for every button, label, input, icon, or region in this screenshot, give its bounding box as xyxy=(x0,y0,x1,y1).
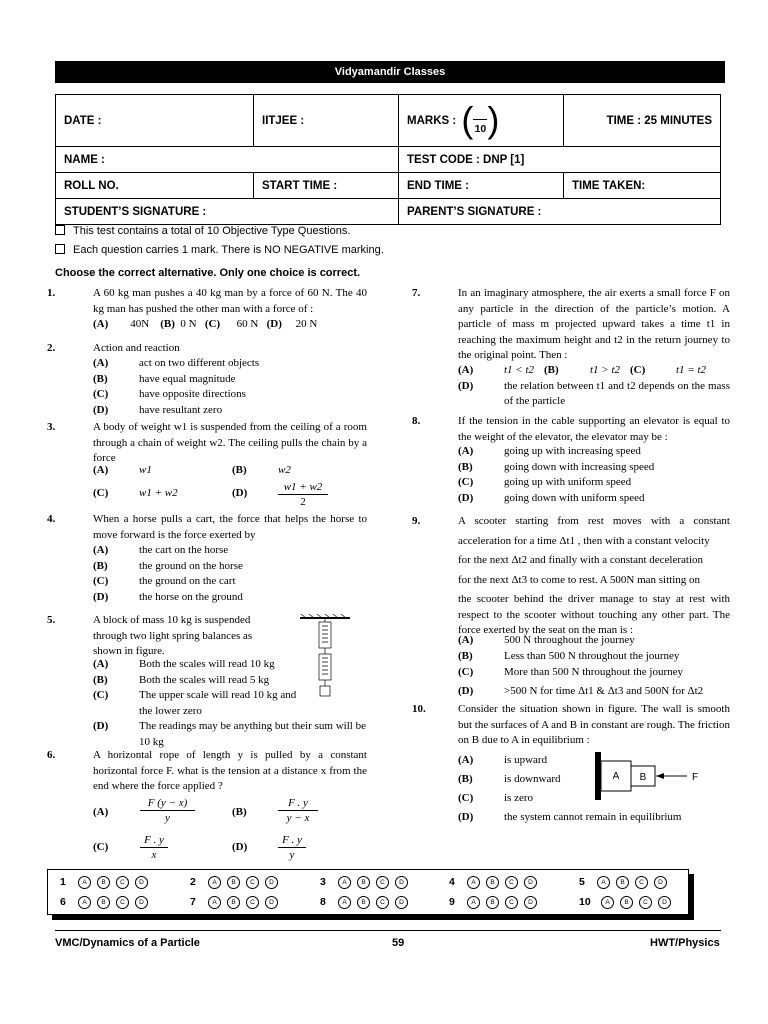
option-label: (C) xyxy=(93,487,109,499)
wall xyxy=(595,752,601,800)
q6-option-b xyxy=(232,805,247,821)
answer-bubble[interactable]: A xyxy=(208,896,221,909)
marks-fraction: ( 10 ) xyxy=(461,98,500,140)
option-label: (C) xyxy=(458,476,474,488)
option-text: the ground on the cart xyxy=(139,575,236,587)
choose-instruction: Choose the correct alternative. Only one choice is correct. xyxy=(55,267,361,279)
answer-number: 7 xyxy=(190,896,196,908)
answer-item xyxy=(190,872,284,892)
answer-bubble[interactable]: A xyxy=(467,876,480,889)
option-text: act on two different objects xyxy=(139,357,260,369)
marks-total: 10 xyxy=(474,122,487,135)
option-label: (D) xyxy=(458,685,474,697)
option-text: 60 N xyxy=(236,318,259,330)
q3-option-d-fraction xyxy=(278,480,328,509)
question-text: A horizontal rope of length y is pulled by a constant horizontal force F. what is the tension at a distance x from the end where the force applied ? xyxy=(93,749,367,792)
option-text: 0 N xyxy=(180,318,197,330)
answer-bubble[interactable]: A xyxy=(78,896,91,909)
option-label: (D) xyxy=(458,811,474,823)
option-label: (A) xyxy=(458,364,474,376)
test-code-cell: TEST CODE : DNP [1] xyxy=(399,147,721,173)
q7-options xyxy=(458,363,733,410)
date-cell: DATE : xyxy=(56,95,254,147)
option-text: the relation between t1 and t2 depends on the mass of the particle xyxy=(504,379,730,407)
question-text: Action and reaction xyxy=(93,342,180,354)
option-label: (A) xyxy=(458,754,474,766)
parent-signature-cell: PARENT’S SIGNATURE : xyxy=(399,199,721,225)
option-text: the cart on the horse xyxy=(139,544,229,556)
fraction-denominator: x xyxy=(151,849,157,861)
option-label: (D) xyxy=(93,403,109,416)
time-taken-cell: TIME TAKEN: xyxy=(564,173,721,199)
answer-bubble[interactable]: A xyxy=(338,896,351,909)
option-text: going down with uniform speed xyxy=(504,491,645,504)
answer-bubble[interactable]: A xyxy=(597,876,610,889)
option-text: >500 N for time Δt1 & Δt3 and 500N for Δt2 xyxy=(504,685,704,697)
option-label: (D) xyxy=(458,379,474,392)
option-label: (A) xyxy=(93,658,109,670)
answer-number: 3 xyxy=(320,876,326,888)
answer-bubble[interactable]: D xyxy=(265,896,278,909)
option-label: (B) xyxy=(232,464,247,476)
option-label: (A) xyxy=(93,806,109,818)
answer-number: 10 xyxy=(579,896,591,908)
page-number: 59 xyxy=(392,937,405,949)
start-time-cell: START TIME : xyxy=(254,173,399,199)
answer-item xyxy=(449,872,543,892)
option-text: Both the scales will read 5 kg xyxy=(139,673,270,686)
name-cell: NAME : xyxy=(56,147,399,173)
q9-options xyxy=(458,632,703,699)
option-label: (B) xyxy=(458,650,473,662)
option-label: (B) xyxy=(93,673,108,686)
option-label: (B) xyxy=(458,773,473,785)
instruction-2-text: Each question carries 1 mark. There is NO NEGATIVE marking. xyxy=(73,244,384,256)
option-label: (C) xyxy=(93,841,109,853)
option-label: (B) xyxy=(458,460,473,473)
option-text: going up with uniform speed xyxy=(504,476,632,488)
end-time-cell: END TIME : xyxy=(399,173,564,199)
option-label: (C) xyxy=(458,666,474,678)
fraction-denominator: y xyxy=(289,849,295,861)
question-number: 1. xyxy=(47,287,56,299)
option-label: (D) xyxy=(458,491,474,504)
option-label: (C) xyxy=(204,318,221,330)
answer-bubble[interactable]: B xyxy=(616,876,629,889)
q6-option-b-fraction xyxy=(278,796,318,825)
option-label: (A) xyxy=(93,357,109,369)
answer-item xyxy=(320,872,414,892)
footer-rule xyxy=(55,930,721,931)
answer-bubble[interactable]: C xyxy=(505,896,518,909)
answer-bubble[interactable]: C xyxy=(635,876,648,889)
fraction-denominator: y − x xyxy=(286,812,310,824)
answer-number: 4 xyxy=(449,876,455,888)
option-text: t1 = t2 xyxy=(676,364,707,376)
option-label: (A) xyxy=(458,634,474,646)
answer-number: 5 xyxy=(579,876,585,888)
answer-number: 1 xyxy=(60,876,66,888)
answer-bubble[interactable]: D xyxy=(395,876,408,889)
question-text: If the tension in the cable supporting an elevator is equal to the weight of the elevator, the elevator may be : xyxy=(458,415,730,443)
answer-bubble[interactable]: B xyxy=(227,876,240,889)
option-text: Both the scales will read 10 kg xyxy=(139,658,275,670)
option-label: (D) xyxy=(93,720,109,732)
footer-left: VMC/Dynamics of a Particle xyxy=(55,937,200,949)
footer-right: HWT/Physics xyxy=(650,937,720,949)
time-cell: TIME : 25 MINUTES xyxy=(564,95,721,147)
answer-bubble[interactable]: D xyxy=(524,896,537,909)
option-label: (D) xyxy=(232,841,248,853)
checkbox-icon xyxy=(55,244,65,254)
option-text: is downward xyxy=(504,773,561,785)
q1-options xyxy=(93,317,373,333)
answer-bubble[interactable]: C xyxy=(505,876,518,889)
answer-bubble[interactable]: C xyxy=(116,896,129,909)
option-text: w1 + w2 xyxy=(139,487,178,499)
fraction-denominator: 2 xyxy=(300,496,306,508)
answer-bubble[interactable]: C xyxy=(116,876,129,889)
q2-options xyxy=(93,356,259,418)
fraction-numerator: F . y xyxy=(282,834,302,846)
answer-bubble[interactable]: B xyxy=(486,876,499,889)
marks-label: MARKS : xyxy=(407,114,457,127)
option-label: (D) xyxy=(266,318,282,330)
student-signature-cell: STUDENT’S SIGNATURE : xyxy=(56,199,399,225)
option-label: (C) xyxy=(93,689,109,701)
option-label: (C) xyxy=(93,575,109,587)
q6-option-d xyxy=(232,840,247,856)
answer-item xyxy=(579,872,673,892)
answer-bubble[interactable]: A xyxy=(78,876,91,889)
block-a-label: A xyxy=(612,771,620,782)
option-text: 40N xyxy=(130,318,150,330)
answer-row-2 xyxy=(48,892,688,912)
answer-bubble[interactable]: B xyxy=(97,876,110,889)
answer-number: 2 xyxy=(190,876,196,888)
answer-bubble[interactable]: C xyxy=(246,876,259,889)
answer-item xyxy=(449,892,543,912)
answer-item xyxy=(60,872,154,892)
option-label: (B) xyxy=(160,318,175,330)
option-label: (D) xyxy=(232,487,248,499)
option-label: (B) xyxy=(232,806,247,818)
answer-bubble[interactable]: C xyxy=(376,896,389,909)
answer-item xyxy=(579,892,677,912)
answer-bubble[interactable]: B xyxy=(97,896,110,909)
option-label: (D) xyxy=(93,590,109,603)
option-text: t1 < t2 xyxy=(504,364,535,376)
option-text: The readings may be anything but their sum will be 10 kg xyxy=(139,720,366,748)
option-text: the system cannot remain in equilibrium xyxy=(504,811,682,823)
q6-option-a xyxy=(93,805,108,821)
option-text: 500 N throughout the journey xyxy=(504,634,635,646)
option-label: (B) xyxy=(93,559,108,572)
checkbox-icon xyxy=(55,225,65,235)
question-number: 7. xyxy=(412,287,421,299)
question-text: A 60 kg man pushes a 40 kg man by a force of 60 N. The 40 kg man has pushed the other man with a force of : xyxy=(93,287,367,315)
answer-bubble[interactable]: B xyxy=(227,896,240,909)
q4-options xyxy=(93,543,243,605)
option-text: going up with increasing speed xyxy=(504,445,641,457)
option-label: (A) xyxy=(458,445,474,457)
option-label: (C) xyxy=(93,388,109,400)
answer-bubble[interactable]: D xyxy=(395,896,408,909)
answer-item xyxy=(320,892,414,912)
option-text: 20 N xyxy=(295,318,318,330)
question-number: 6. xyxy=(47,749,56,761)
answer-bubble[interactable]: C xyxy=(376,876,389,889)
question-number: 8. xyxy=(412,415,421,427)
answer-number: 6 xyxy=(60,896,66,908)
option-text: have opposite directions xyxy=(139,388,246,400)
answer-number: 9 xyxy=(449,896,455,908)
fraction-numerator: F (y − x) xyxy=(147,797,188,809)
answer-bubble[interactable]: C xyxy=(639,896,652,909)
force-label: F xyxy=(692,772,699,783)
option-text: the ground on the horse xyxy=(139,559,243,572)
fraction-numerator: F . y xyxy=(288,797,308,809)
q3-option-a xyxy=(93,463,152,479)
option-text: is zero xyxy=(504,792,534,804)
option-label: (C) xyxy=(630,364,646,376)
answer-bubble[interactable]: D xyxy=(135,876,148,889)
info-table xyxy=(55,94,721,225)
question-text: A block of mass 10 kg is suspended through two light spring balances as shown in figure. xyxy=(93,614,253,657)
question-number: 5. xyxy=(47,614,56,626)
wall-blocks-figure xyxy=(595,750,705,802)
answer-grid xyxy=(47,869,689,915)
answer-bubble[interactable]: A xyxy=(601,896,614,909)
option-text: w1 xyxy=(139,464,152,476)
q3-option-d xyxy=(232,486,278,502)
q6-option-c-fraction xyxy=(140,833,168,862)
header-banner: Vidyamandir Classes xyxy=(55,61,725,83)
answer-bubble[interactable]: B xyxy=(357,876,370,889)
question-text: A scooter starting from rest moves with a constant acceleration for a time Δt1 , then with a constant velocity xyxy=(458,515,730,547)
question-number: 9. xyxy=(412,515,421,527)
question-text: Consider the situation shown in figure. The wall is smooth but the surfaces of A and B in constant are rough. The friction on B due to A in equilibrium : xyxy=(458,703,730,746)
answer-bubble[interactable]: A xyxy=(208,876,221,889)
answer-bubble[interactable]: B xyxy=(486,896,499,909)
answer-item xyxy=(60,892,154,912)
option-text: the horse on the ground xyxy=(139,590,243,603)
q3-option-b xyxy=(232,463,291,479)
q6-option-a-fraction xyxy=(140,796,195,825)
instruction-1 xyxy=(55,225,350,237)
question-text: A body of weight w1 is suspended from the ceiling of a room through a chain of weight w2. The ceiling pulls the chain by a force xyxy=(93,421,367,464)
option-label: (B) xyxy=(544,364,559,376)
answer-bubble[interactable]: B xyxy=(357,896,370,909)
answer-bubble[interactable]: D xyxy=(265,876,278,889)
option-text: going down with increasing speed xyxy=(504,460,655,473)
answer-bubble[interactable]: D xyxy=(135,896,148,909)
answer-bubble[interactable]: A xyxy=(338,876,351,889)
option-text: is upward xyxy=(504,754,548,766)
answer-bubble[interactable]: D xyxy=(658,896,671,909)
block-b-label: B xyxy=(639,772,647,783)
option-label: (C) xyxy=(458,792,474,804)
q6-option-d-fraction xyxy=(278,833,306,862)
option-text: Less than 500 N throughout the journey xyxy=(504,650,680,662)
question-number: 3. xyxy=(47,421,56,433)
question-number: 2. xyxy=(47,342,56,354)
answer-bubble[interactable]: D xyxy=(524,876,537,889)
option-text: w2 xyxy=(278,464,291,476)
option-text: have equal magnitude xyxy=(139,372,236,385)
iitjee-cell: IITJEE : xyxy=(254,95,399,147)
option-text: have resultant zero xyxy=(139,403,223,416)
question-text: In an imaginary atmosphere, the air exerts a small force F on any particle in the direction of the particle’s motion. A particle of mass m projected upward takes a time t1 in reaching the maximum height and t2 in the return journey to the original point. Then : xyxy=(458,287,730,361)
option-label: (A) xyxy=(93,544,109,556)
instruction-1-text: This test contains a total of 10 Objective Type Questions. xyxy=(73,225,351,237)
question-number: 10. xyxy=(412,703,426,715)
answer-bubble[interactable]: A xyxy=(467,896,480,909)
option-label: (A) xyxy=(93,318,109,330)
question-text: When a horse pulls a cart, the force that helps the horse to move forward is the force exerted by xyxy=(93,513,367,541)
question-text: the scooter behind the driver manage to stay at rest with respect to the scooter without touching any other part. The force exerted by the seat on the man is : xyxy=(458,593,730,636)
question-text: for the next Δt3 to come to rest. A 500N man sitting on xyxy=(458,573,701,586)
option-text: The upper scale will read 10 kg and the lower zero xyxy=(139,689,297,717)
arrow-head xyxy=(656,773,664,779)
option-label: (A) xyxy=(93,464,109,476)
spring-balance-figure xyxy=(298,614,352,714)
q6-option-c xyxy=(93,840,108,856)
answer-bubble[interactable]: C xyxy=(246,896,259,909)
answer-bubble[interactable]: D xyxy=(654,876,667,889)
q8-options xyxy=(458,444,654,506)
option-text: t1 > t2 xyxy=(590,364,621,376)
q3-option-c xyxy=(93,486,178,502)
answer-bubble[interactable]: B xyxy=(620,896,633,909)
option-label: (B) xyxy=(93,372,108,385)
answer-item xyxy=(190,892,284,912)
question-text: for the next Δt2 and finally with a constant deceleration xyxy=(458,554,704,566)
fraction-numerator: F . y xyxy=(144,834,164,846)
question-number: 4. xyxy=(47,513,56,525)
roll-cell: ROLL NO. xyxy=(56,173,254,199)
answer-number: 8 xyxy=(320,896,326,908)
answer-row-1 xyxy=(48,872,688,892)
marks-cell xyxy=(399,95,564,147)
option-text: More than 500 N throughout the journey xyxy=(504,666,684,678)
instruction-2 xyxy=(55,244,384,256)
fraction-denominator: y xyxy=(165,812,170,824)
fraction-numerator: w1 + w2 xyxy=(283,481,323,493)
